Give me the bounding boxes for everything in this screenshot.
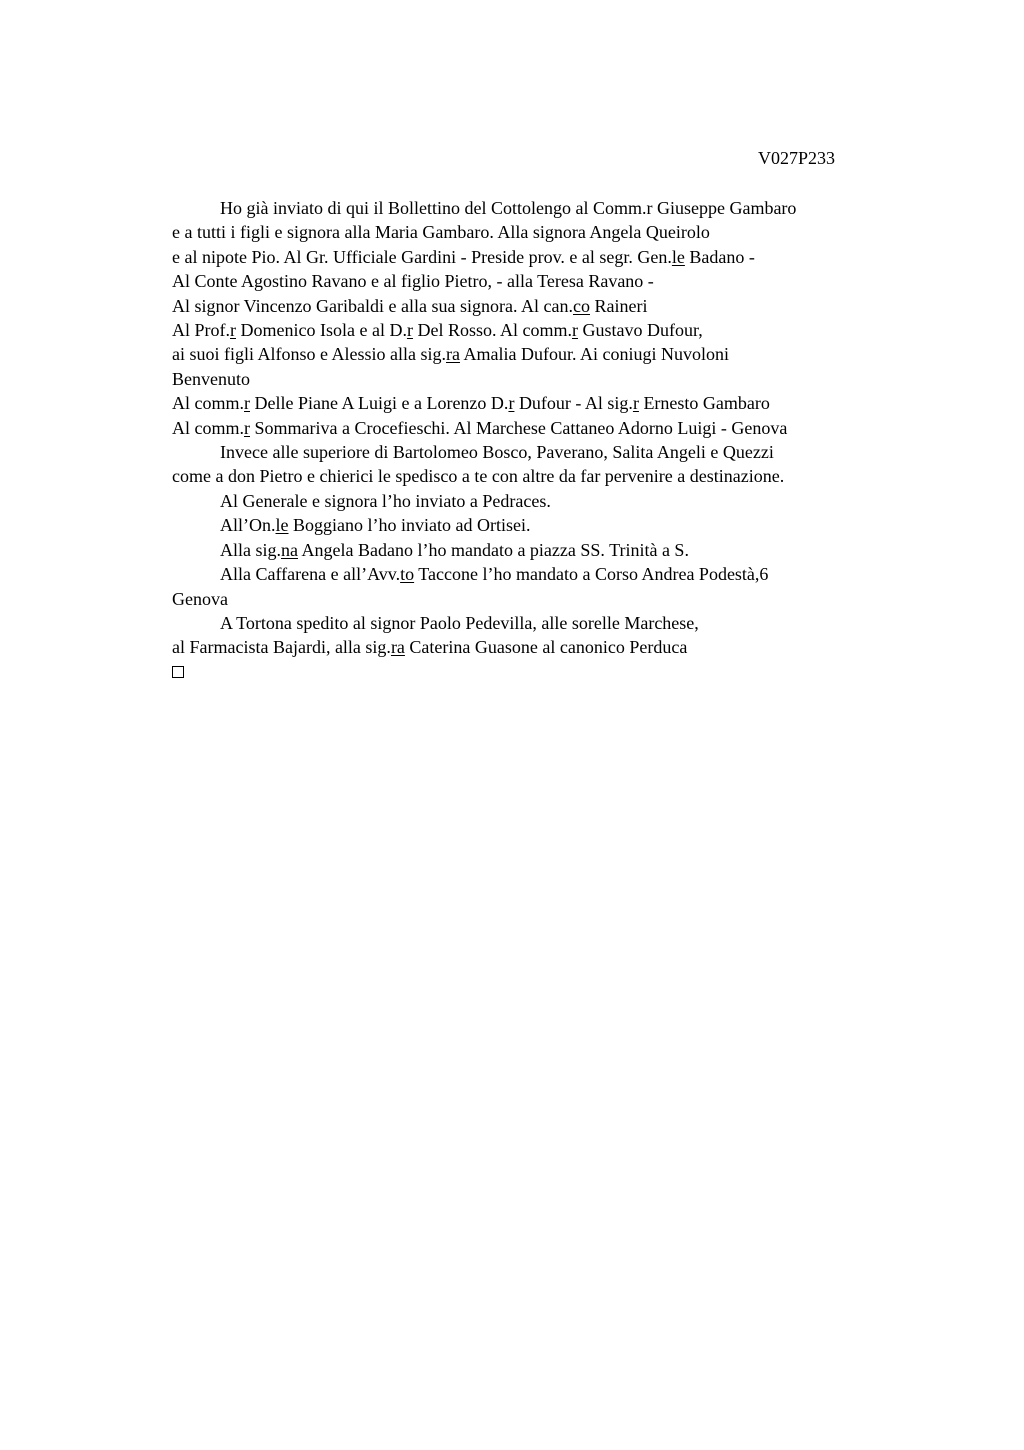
text-segment: come a don Pietro e chierici le spedisco a te con altre da far pervenire a destinazione.: [172, 466, 785, 487]
text-line: [172, 464, 912, 488]
abbreviation-superscript: to: [400, 564, 415, 585]
text-line: [172, 342, 912, 366]
text-line: [172, 269, 912, 293]
text-segment: Benvenuto: [172, 368, 250, 389]
text-segment: ai suoi figli Alfonso e Alessio alla sig.: [172, 344, 446, 365]
abbreviation-superscript: ra: [390, 637, 405, 658]
text-line: [172, 318, 912, 342]
text-line: [172, 245, 912, 269]
text-segment: Sommariva a Crocefieschi. Al Marchese Cattaneo Adorno Luigi - Genova: [250, 417, 788, 438]
abbreviation-superscript: le: [671, 246, 685, 267]
abbreviation-superscript: r: [632, 393, 639, 414]
abbreviation-superscript: le: [275, 515, 289, 536]
abbreviation-superscript: r: [244, 393, 250, 414]
text-segment: Caterina Guasone al canonico Perduca: [404, 637, 688, 658]
letter-body: [172, 196, 912, 684]
text-segment: Angela Badano l’ho mandato a piazza SS. Trinità a S.: [298, 539, 689, 560]
text-segment: Genova: [172, 588, 228, 609]
text-segment: Alla Caffarena e all’Avv.: [220, 564, 401, 585]
text-line: [172, 635, 912, 659]
text-segment: Al Conte Agostino Ravano e al figlio Pietro, - alla Teresa Ravano -: [172, 271, 654, 292]
text-segment: Badano -: [684, 246, 755, 267]
text-segment: e al nipote Pio. Al Gr. Ufficiale Gardini - Preside prov. e al segr. Gen.: [172, 246, 672, 267]
text-line: [172, 440, 912, 464]
text-line: [172, 513, 912, 537]
text-segment: Al comm.: [172, 393, 244, 414]
end-box-icon: [172, 666, 184, 678]
text-segment: Domenico Isola e al D.: [236, 320, 407, 341]
text-segment: Al signor Vincenzo Garibaldi e alla sua signora. Al can.: [172, 295, 573, 316]
text-segment: Al Prof.: [172, 320, 230, 341]
text-segment: Taccone l’ho mandato a Corso Andrea Podestà,6: [414, 564, 769, 585]
text-segment: al Farmacista Bajardi, alla sig.: [172, 637, 391, 658]
text-segment: Invece alle superiore di Bartolomeo Bosco, Paverano, Salita Angeli e Quezzi: [220, 442, 774, 463]
abbreviation-superscript: r: [230, 320, 236, 341]
text-line: [172, 196, 912, 220]
abbreviation-superscript: r: [571, 320, 578, 341]
text-segment: Delle Piane A Luigi e a Lorenzo D.: [250, 393, 509, 414]
abbreviation-superscript: r: [406, 320, 413, 341]
text-segment: Gustavo Dufour,: [577, 320, 703, 341]
text-line: [172, 416, 912, 440]
abbreviation-superscript: r: [244, 417, 250, 438]
text-segment: Del Rosso. Al comm.: [412, 320, 572, 341]
text-segment: All’On.: [220, 515, 276, 536]
document-id: V027P233: [758, 148, 836, 168]
text-segment: A Tortona spedito al signor Paolo Pedevilla, alle sorelle Marchese,: [220, 612, 699, 633]
text-segment: e a tutti i figli e signora alla Maria Gambaro. Alla signora Angela Queirolo: [172, 222, 710, 243]
abbreviation-superscript: co: [572, 295, 590, 316]
text-line: [172, 587, 912, 611]
text-segment: Raineri: [589, 295, 648, 316]
abbreviation-superscript: r: [508, 393, 515, 414]
text-segment: Al Generale e signora l’ho inviato a Pedraces.: [220, 490, 551, 511]
text-segment: Ernesto Gambaro: [638, 393, 770, 414]
text-segment: Ho già inviato di qui il Bollettino del Cottolengo al Comm.r Giuseppe Gambaro: [220, 198, 797, 218]
abbreviation-superscript: na: [281, 539, 298, 560]
text-segment: Amalia Dufour. Ai coniugi Nuvoloni: [459, 344, 729, 365]
text-line: [172, 538, 912, 562]
text-line: [172, 611, 912, 635]
text-segment: Alla sig.: [220, 539, 281, 560]
text-line: [172, 367, 912, 391]
text-line: [172, 489, 912, 513]
text-line: [172, 294, 912, 318]
text-segment: Dufour - Al sig.: [514, 393, 633, 414]
text-line: [172, 220, 912, 244]
text-line: [172, 562, 912, 586]
text-segment: Al comm.: [172, 417, 244, 438]
text-segment: Boggiano l’ho inviato ad Ortisei.: [288, 515, 531, 536]
abbreviation-superscript: ra: [445, 344, 460, 365]
text-line: [172, 391, 912, 415]
